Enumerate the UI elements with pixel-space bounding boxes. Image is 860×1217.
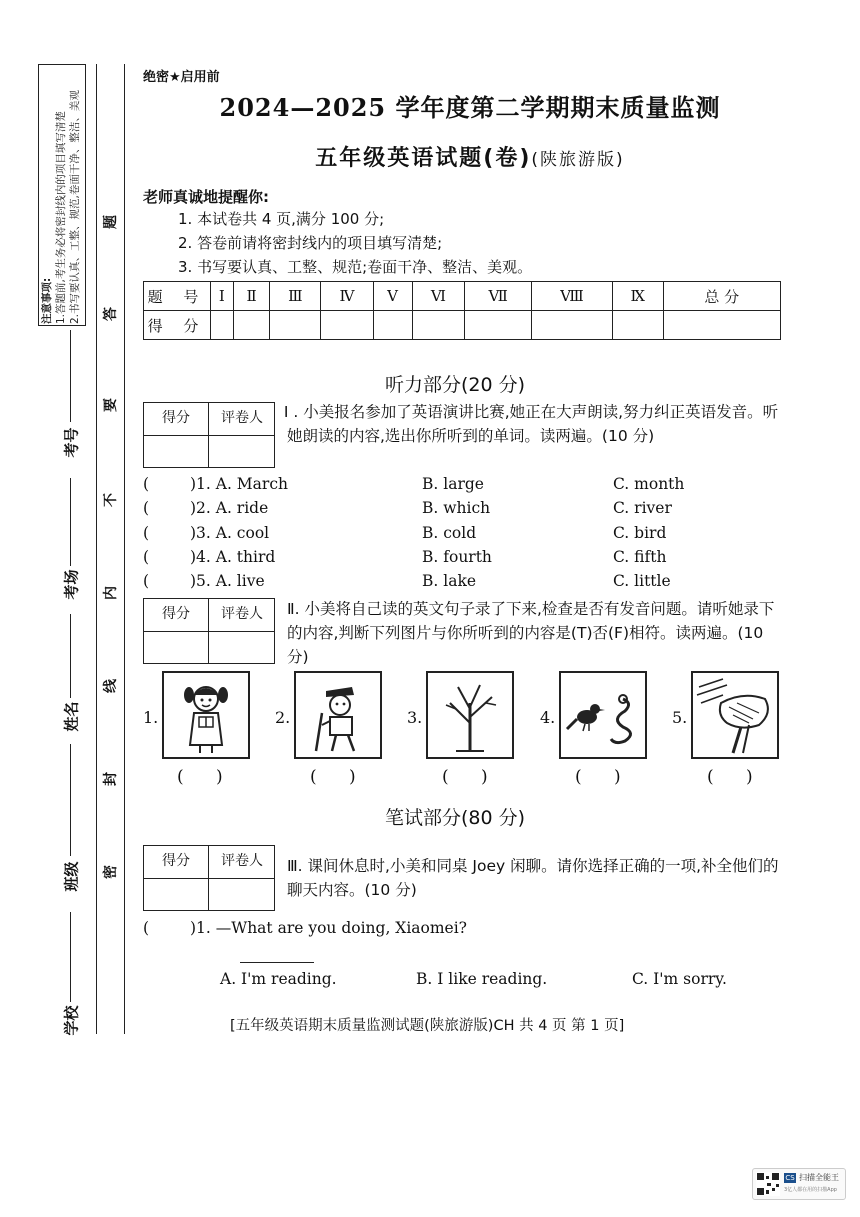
score-table-row2-label: 得 分 [144,311,211,340]
field-exam-room: 考场 [62,569,81,600]
grader-score-label: 得分 [162,853,190,869]
score-col-1: I [211,282,234,311]
score-col-7: Ⅶ [465,282,532,311]
part1-q4-c: C. fifth [613,548,667,566]
field-line-name [70,614,71,698]
old-man-walking-icon [294,671,382,759]
page-subtitle [130,141,810,172]
part1-q5-paren: ( [143,572,150,590]
part1-q3-paren: ( [143,524,150,542]
part1-q1-c: C. month [613,475,685,493]
written-title: 笔试部分(80 分) [384,807,526,829]
grader-score-label: 得分 [162,606,190,622]
bird-and-snake-icon [559,671,647,759]
grader-person-label: 评卷人 [221,410,263,426]
seal-word-8: 密 [103,865,119,879]
score-cell [412,311,465,340]
score-table-score-row [144,311,781,340]
grader-box-3 [143,845,275,911]
field-line-exam-number [70,330,71,422]
reminder-heading: 老师真诚地提醒你: [143,188,269,206]
part1-q1-paren: ( [143,475,150,493]
score-table-header-row [144,282,781,311]
score-table-row1-label: 题 号 [144,282,211,311]
reminder-item-3: 3. 书写要认真、工整、规范;卷面干净、整洁、美观。 [178,258,533,276]
bare-tree-icon [426,671,514,759]
part1-q2-b: B. which [422,499,491,517]
watermark-line-1: 扫描全能王 [799,1173,839,1182]
score-col-4: Ⅳ [321,282,373,311]
picture-3-answer[interactable]: ( ) [442,767,488,787]
cs-logo-icon: CS [785,1174,795,1182]
field-line-class [70,744,71,856]
picture-5-answer[interactable]: ( ) [707,767,753,787]
picture-3-number: 3. [407,708,423,727]
reminder-item-1: 1. 本试卷共 4 页,满分 100 分; [178,210,385,228]
notice-text [40,62,84,324]
secret-label: 绝密★启用前 [143,70,220,85]
part2-instruction: Ⅱ. 小美将自己读的英文句子录了下来,检查是否有发音问题。请听她录下的内容,判断下列图片与你所听到的内容是(T)否(F)相符。读两遍。(10 分) [287,600,775,666]
score-col-2: Ⅱ [233,282,270,311]
score-col-9: Ⅸ [612,282,663,311]
score-cell [233,311,270,340]
part3-q1-option-a: A. I'm reading. [220,970,337,988]
reminder-item-2: 2. 答卷前请将密封线内的项目填写清楚; [178,234,443,252]
part3-q1-option-b: B. I like reading. [416,970,548,988]
score-col-6: Ⅵ [412,282,465,311]
field-line-school [70,912,71,1002]
part1-q5-b: B. lake [422,572,477,590]
score-cell [663,311,780,340]
seal-word-1: 题 [103,215,119,229]
page-footer: [五年级英语期末质量监测试题(陕旅游版)CH 共 4 页 第 1 页] [230,1018,625,1034]
picture-2-answer[interactable]: ( ) [310,767,356,787]
part3-q1-option-c: C. I'm sorry. [632,970,727,988]
score-cell [373,311,412,340]
part1-q4-b: B. fourth [422,548,492,566]
part1-q5-a: )5. A. live [190,572,265,590]
watermark-line-2: 3亿人都在用的扫描App [784,1187,837,1193]
part3-instruction: Ⅲ. 课间休息时,小美和同桌 Joey 闲聊。请你选择正确的一项,补全他们的聊天内容。(10 分) [287,857,779,899]
score-col-total: 总 分 [663,282,780,311]
picture-2-number: 2. [275,708,291,727]
picture-1-answer[interactable]: ( ) [177,767,223,787]
seal-word-6: 线 [103,679,119,693]
grader-person-label: 评卷人 [221,853,263,869]
seal-word-7: 封 [103,772,119,786]
part1-q4-paren: ( [143,548,150,566]
part1-q3-b: B. cold [422,524,477,542]
score-cell [321,311,373,340]
score-col-3: Ⅲ [270,282,321,311]
listening-title: 听力部分(20 分) [384,374,526,396]
grader-score-label: 得分 [162,410,190,426]
seal-word-2: 答 [103,307,119,321]
version-text: (陕旅游版) [531,150,625,170]
windy-tree-icon [691,671,779,759]
picture-4-answer[interactable]: ( ) [575,767,621,787]
part3-q1-paren: ( [143,919,150,937]
picture-5-number: 5. [672,708,688,727]
seal-line-outer [96,64,97,1034]
score-table [143,281,781,340]
seal-word-5: 内 [103,586,119,600]
picture-4-number: 4. [540,708,556,727]
field-school: 学校 [62,1005,81,1036]
part1-q5-c: C. little [613,572,671,590]
field-exam-number: 考号 [62,427,81,458]
page-title: 2024—2025 学年度第二学期期末质量监测 [219,93,721,122]
girl-with-gift-icon [162,671,250,759]
notice-line-1: 1.答题前,考生务必将密封线内的项目填写清楚 [55,111,67,324]
part1-q3-c: C. bird [613,524,667,542]
part1-q2-a: )2. A. ride [190,499,269,517]
part1-q1-a: )1. A. March [190,475,288,493]
part3-q1-text: )1. —What are you doing, Xiaomei? [190,919,467,937]
scanner-watermark [752,1168,846,1200]
notice-line-2: 2.书写要认真、工整、规范,卷面干净、整洁、美观 [69,90,81,324]
part3-q1-blank[interactable] [240,962,314,963]
score-cell [270,311,321,340]
score-cell [465,311,532,340]
part1-q4-a: )4. A. third [190,548,276,566]
seal-line-inner [124,64,125,1034]
seal-word-4: 不 [103,493,119,507]
subtitle-text: 五年级英语试题(卷) [315,146,532,171]
part1-q2-c: C. river [613,499,672,517]
part1-q1-b: B. large [422,475,484,493]
notice-title: 注意事项: [41,277,53,324]
field-line-exam-room [70,478,71,566]
part1-q2-paren: ( [143,499,150,517]
picture-1-number: 1. [143,708,159,727]
score-col-8: Ⅷ [532,282,613,311]
score-col-5: Ⅴ [373,282,412,311]
grader-box-1 [143,402,275,468]
score-cell [612,311,663,340]
grader-person-label: 评卷人 [221,606,263,622]
score-cell [211,311,234,340]
seal-word-3: 要 [103,398,119,412]
part1-q3-a: )3. A. cool [190,524,270,542]
score-cell [532,311,613,340]
part1-instruction: I . 小美报名参加了英语演讲比赛,她正在大声朗读,努力纠正英语发音。听她朗读的内容,选出你所听到的单词。读两遍。(10 分) [283,403,779,445]
qr-code-icon [756,1172,780,1196]
grader-box-2 [143,598,275,664]
field-name: 姓名 [62,701,81,732]
field-class: 班级 [62,861,81,892]
